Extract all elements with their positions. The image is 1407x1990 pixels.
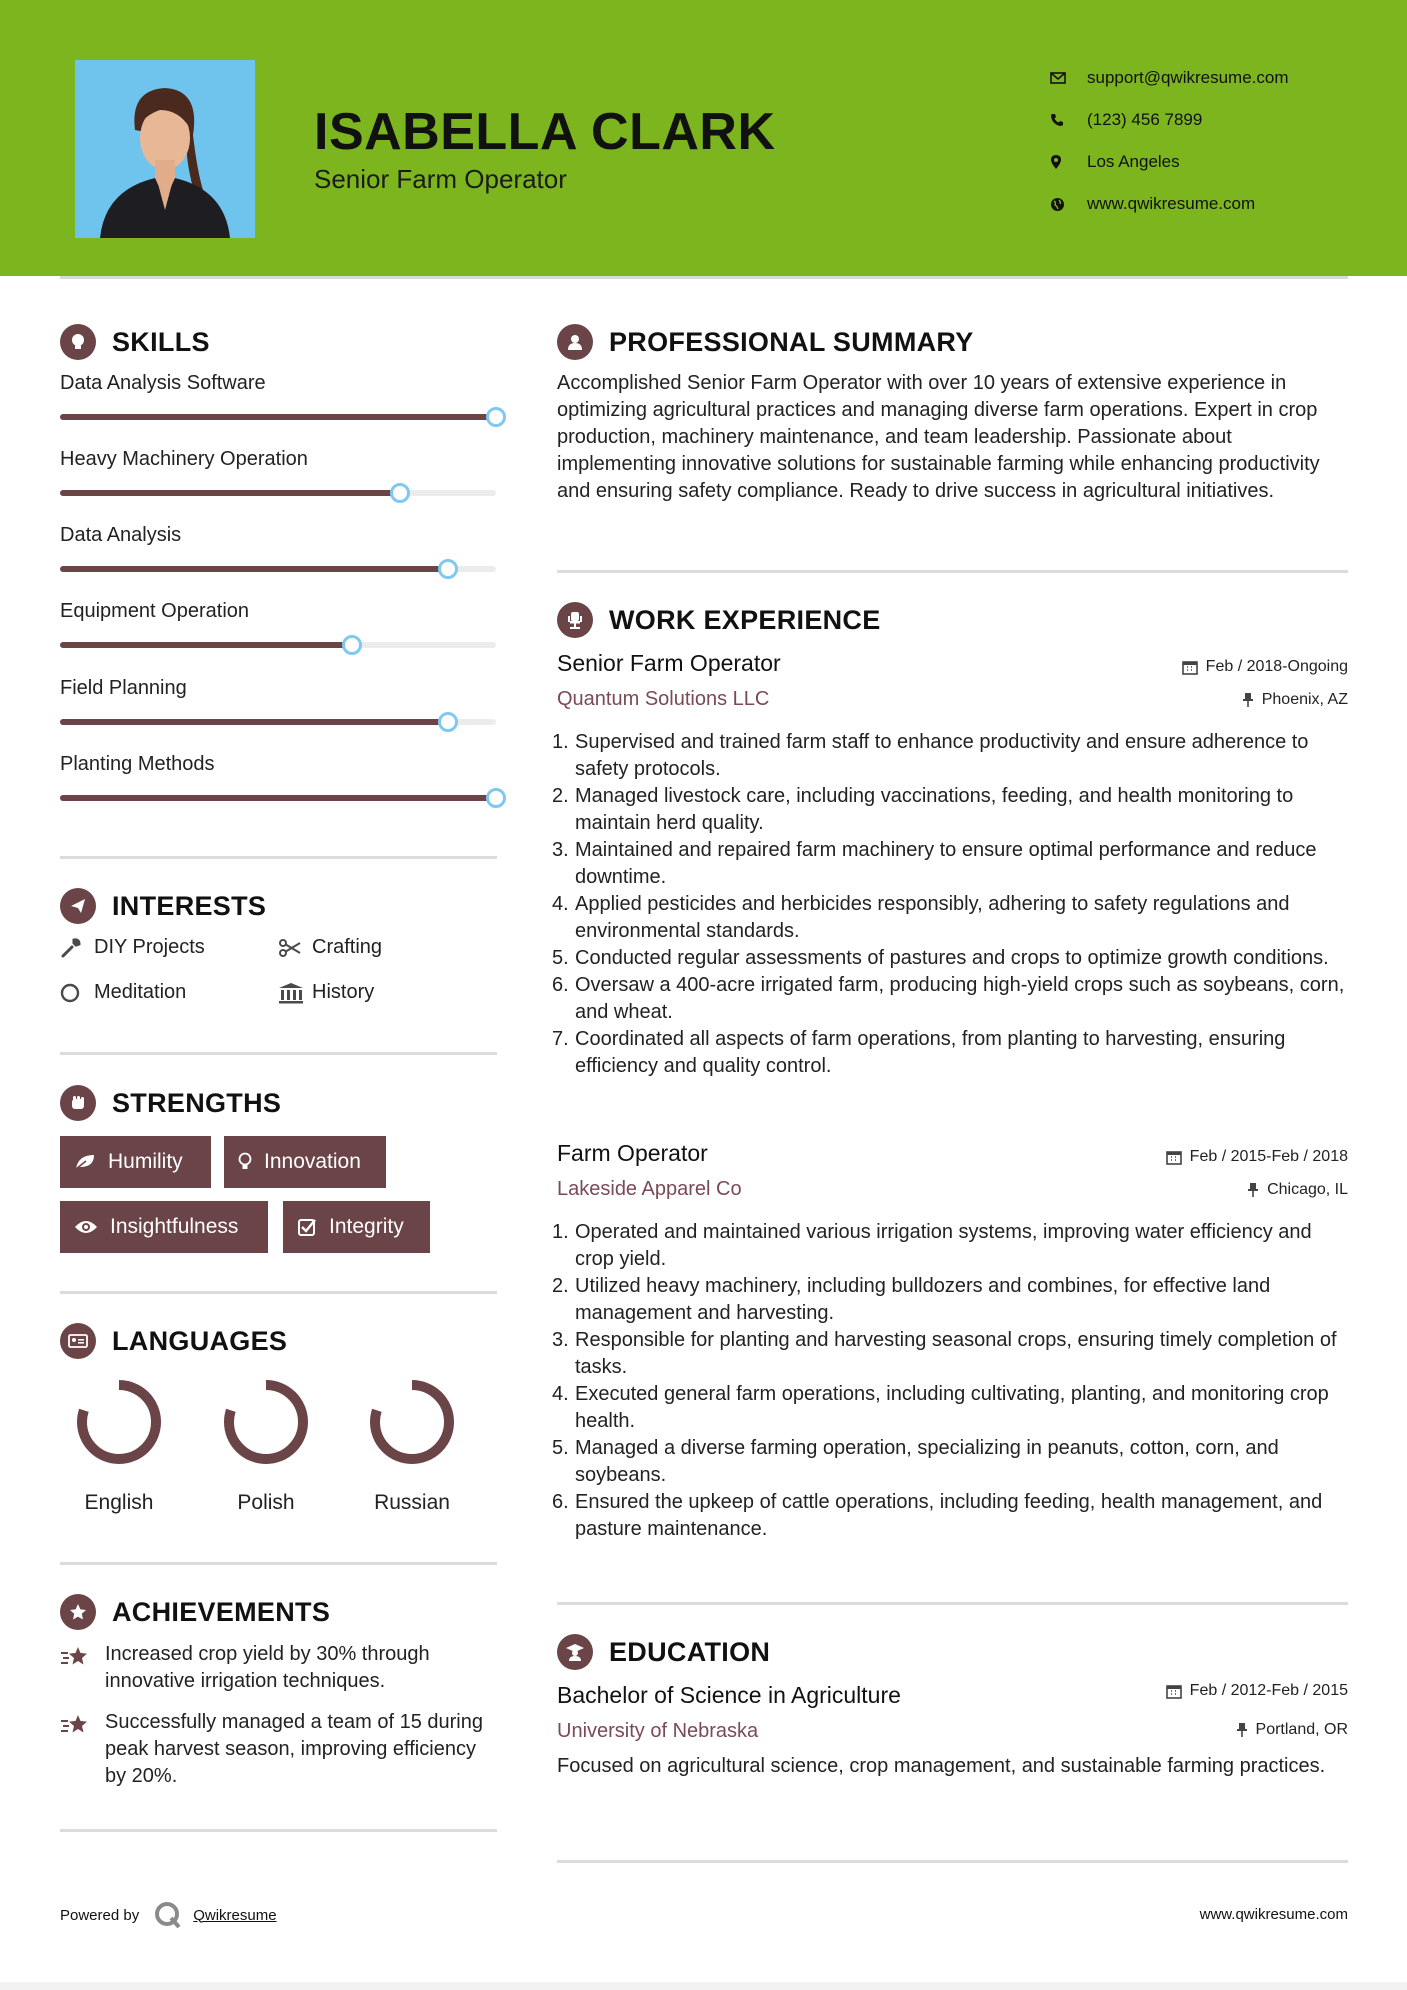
contact-website-text: www.qwikresume.com [1087,194,1256,213]
skill-bar [60,566,496,572]
skills-heading [60,324,210,360]
skill-item [60,524,496,554]
duty-item: 5. Conducted regular assessments of pastures and crops to optimize growth conditions. [552,947,1329,969]
achievements-heading [60,1594,330,1630]
language-ring [220,1376,312,1468]
duty-item: 1. Supervised and trained farm staff to enhance productivity and ensure adherence to safety protocols. [552,731,1309,780]
skill-bar-fill [60,566,448,572]
scissors-icon [278,939,312,957]
contact-phone-text: (123) 456 7899 [1087,110,1203,129]
section-divider [60,1052,497,1055]
qwikresume-link[interactable]: Qwikresume [193,1906,277,1924]
bank-icon [278,982,312,1004]
duty-text: Responsible for planting and harvesting seasonal crops, ensuring timely completion of tasks. [575,1329,1337,1378]
skill-item [60,753,496,783]
envelope-icon [1050,71,1087,85]
fist-icon [60,1085,96,1121]
education-location-text: Portland, OR [1255,1721,1348,1738]
skill-bar [60,642,496,648]
check-square-icon [297,1217,317,1237]
job-company: Quantum Solutions LLC [557,688,770,710]
job-dates-text: Feb / 2018-Ongoing [1205,658,1348,675]
duty-text: Managed a diverse farming operation, specializing in peanuts, cotton, corn, and soybeans. [575,1437,1279,1486]
duty-item: 1. Operated and maintained various irrigation systems, improving water efficiency and crop yield. [552,1221,1312,1270]
globe-icon [1050,197,1087,212]
skill-item [60,448,496,478]
strength-chip [224,1136,386,1188]
duty-text: Applied pesticides and herbicides responsibly, adhering to safety regulations and environmental standards. [575,893,1290,942]
interest-item [60,936,205,959]
skill-bar [60,795,496,801]
candidate-name: ISABELLA CLARK [314,103,776,161]
map-pin-icon [1050,154,1087,170]
lightbulb-icon [238,1152,252,1172]
candidate-title: Senior Farm Operator [314,164,567,194]
experience-title: WORK EXPERIENCE [609,604,881,635]
duty-item: 2. Utilized heavy machinery, including bulldozers and combines, for effective land management and harvesting. [552,1275,1271,1324]
skill-bar [60,414,496,420]
strength-label: Humility [108,1150,183,1173]
education-degree: Bachelor of Science in Agriculture [557,1682,901,1708]
job-location [1247,1181,1348,1199]
skill-bar-knob [342,635,362,655]
powered-by-label: Powered by [60,1906,140,1924]
language-item [211,1376,321,1515]
duty-text: Supervised and trained farm staff to enhance productivity and ensure adherence to safety protocols. [575,731,1309,780]
skills-title: SKILLS [112,326,210,357]
job-dates [1182,658,1348,676]
duty-item: 5. Managed a diverse farming operation, specializing in peanuts, cotton, corn, and soybeans. [552,1437,1279,1486]
paper-plane-icon [60,888,96,924]
contact-location [1050,141,1289,183]
job-dates [1166,1148,1348,1166]
duty-text: Oversaw a 400-acre irrigated farm, producing high-yield crops such as soybeans, corn, and wheat. [575,974,1345,1023]
profile-photo [75,60,255,238]
achievement-text: Increased crop yield by 30% through innovative irrigation techniques. [105,1643,430,1692]
pushpin-icon [1247,1182,1259,1198]
strengths-heading [60,1085,281,1121]
skill-bar-fill [60,414,496,420]
job-location-text: Phoenix, AZ [1261,691,1348,708]
experience-heading [557,602,881,638]
duty-text: Operated and maintained various irrigation systems, improving water efficiency and crop yield. [575,1221,1312,1270]
duty-text: Ensured the upkeep of cattle operations, including feeding, health management, and pasture maintenance. [575,1491,1323,1540]
interests-title: INTERESTS [112,890,267,921]
section-divider [557,570,1348,573]
education-school: University of Nebraska [557,1720,759,1742]
section-divider [60,1562,497,1565]
contact-website[interactable] [1050,183,1289,225]
skill-name: Planting Methods [60,753,215,775]
contact-phone[interactable] [1050,99,1289,141]
languages-title: LANGUAGES [112,1325,288,1356]
duty-item: 2. Managed livestock care, including vaccinations, feeding, and health monitoring to maintain herd quality. [552,785,1294,834]
skill-bar-knob [390,483,410,503]
language-ring [73,1376,165,1468]
graduate-icon [557,1634,593,1670]
summary-title: PROFESSIONAL SUMMARY [609,326,974,357]
duty-item: 4. Executed general farm operations, including cultivating, planting, and monitoring crop health. [552,1383,1329,1432]
duty-text: Utilized heavy machinery, including bulldozers and combines, for effective land management and harvesting. [575,1275,1271,1324]
duty-text: Conducted regular assessments of pastures and crops to optimize growth conditions. [575,947,1329,969]
job-title: Senior Farm Operator [557,650,781,676]
section-divider [60,1829,497,1832]
skill-name: Data Analysis [60,524,182,546]
job-company: Lakeside Apparel Co [557,1178,742,1200]
interest-label: DIY Projects [94,936,205,958]
interest-label: Meditation [94,981,187,1003]
star-icon [60,1641,105,1695]
interest-label: Crafting [312,936,383,958]
office-chair-icon [557,602,593,638]
calendar-icon [1182,659,1198,675]
achievement-item [60,1641,500,1695]
skill-item [60,600,496,630]
strength-chip [60,1201,268,1253]
skill-bar-fill [60,642,352,648]
skill-name: Field Planning [60,677,187,699]
achievements-title: ACHIEVEMENTS [112,1596,331,1627]
contact-email[interactable] [1050,57,1289,99]
strengths-title: STRENGTHS [112,1087,282,1118]
wrench-icon [60,937,94,959]
summary-heading [557,324,974,360]
pushpin-icon [1242,692,1254,708]
education-location [1236,1721,1348,1739]
phone-icon [1050,113,1087,127]
footer-powered-by [60,1900,277,1930]
contact-email-text: support@qwikresume.com [1087,68,1289,87]
skill-item [60,677,496,707]
duty-item: 6. Oversaw a 400-acre irrigated farm, producing high-yield crops such as soybeans, corn, and wheat. [552,974,1345,1023]
id-card-icon [60,1323,96,1359]
skill-name: Equipment Operation [60,600,250,622]
achievement-item [60,1709,500,1790]
language-name: Russian [374,1491,450,1514]
star-icon [60,1709,105,1790]
job-dates-text: Feb / 2015-Feb / 2018 [1189,1148,1348,1165]
job-title: Farm Operator [557,1140,708,1166]
section-divider [60,1291,497,1294]
duty-text: Coordinated all aspects of farm operations, from planting to harvesting, ensuring efficiency and quality control. [575,1028,1286,1077]
education-title: EDUCATION [609,1636,771,1667]
duty-item: 3. Responsible for planting and harvesting seasonal crops, ensuring timely completion of tasks. [552,1329,1337,1378]
section-divider [557,1860,1348,1863]
skill-bar [60,719,496,725]
page-bottom-edge [0,1982,1407,1990]
strength-label: Innovation [264,1150,361,1173]
language-name: English [84,1491,154,1514]
languages-heading [60,1323,287,1359]
skill-bar-knob [486,407,506,427]
circle-icon [60,983,94,1003]
language-name: Polish [237,1491,295,1514]
interest-item [60,981,186,1004]
education-description: Focused on agricultural science, crop management, and sustainable farming practices. [557,1755,1326,1777]
education-dates-text: Feb / 2012-Feb / 2015 [1189,1682,1348,1699]
interest-item [278,936,382,959]
calendar-icon [1166,1149,1182,1165]
duty-item: 7. Coordinated all aspects of farm operations, from planting to harvesting, ensuring efficiency and quality control. [552,1028,1286,1077]
interests-heading [60,888,266,924]
strength-chip [283,1201,430,1253]
education-heading [557,1634,770,1670]
lightbulb-icon [60,324,96,360]
duty-item: 4. Applied pesticides and herbicides responsibly, adhering to safety regulations and environmental standards. [552,893,1290,942]
duty-text: Maintained and repaired farm machinery to ensure optimal performance and reduce downtime. [575,839,1317,888]
skill-bar-knob [438,712,458,732]
user-icon [557,324,593,360]
contact-location-text: Los Angeles [1087,152,1180,171]
footer-website[interactable]: www.qwikresume.com [1199,1906,1348,1923]
interest-item [278,981,374,1004]
skill-bar-knob [486,788,506,808]
job-location-text: Chicago, IL [1267,1181,1348,1198]
summary-text: Accomplished Senior Farm Operator with over 10 years of extensive experience in optimizing agricultural practices and managing diverse farm operations. Expert in crop production, machinery maintenance, and team leadership. Passionate about implementing innovative solutions for sustainable farming while enhancing productivity and ensuring safety compliance. Ready to drive success in agricultural initiatives. [557,372,1320,502]
duty-text: Managed livestock care, including vaccinations, feeding, and health monitoring to maintain herd quality. [575,785,1294,834]
skill-name: Heavy Machinery Operation [60,448,308,470]
duty-item: 3. Maintained and repaired farm machinery to ensure optimal performance and reduce downtime. [552,839,1317,888]
skill-bar-fill [60,795,496,801]
language-item [357,1376,467,1515]
skill-bar-knob [438,559,458,579]
duty-text: Executed general farm operations, including cultivating, planting, and monitoring crop health. [575,1383,1329,1432]
interest-label: History [312,981,375,1003]
pushpin-icon [1236,1722,1248,1738]
skill-bar-fill [60,490,400,496]
language-item [64,1376,174,1515]
skill-bar [60,490,496,496]
calendar-icon [1166,1683,1182,1699]
job-duties-list [552,1219,1347,1543]
star-badge-icon [60,1594,96,1630]
section-divider [60,856,497,859]
strength-chip [60,1136,211,1188]
duty-item: 6. Ensured the upkeep of cattle operations, including feeding, health management, and pasture maintenance. [552,1491,1323,1540]
achievement-text: Successfully managed a team of 15 during peak harvest season, improving efficiency by 20%. [105,1711,483,1787]
skill-name: Data Analysis Software [60,372,266,394]
leaf-icon [74,1153,96,1171]
strength-label: Insightfulness [110,1215,239,1238]
skill-item [60,372,496,402]
strength-label: Integrity [329,1215,404,1238]
language-ring [366,1376,458,1468]
job-location [1242,691,1348,709]
eye-icon [74,1219,98,1235]
skill-bar-fill [60,719,448,725]
header-divider [60,276,1348,279]
education-dates [1166,1682,1348,1700]
section-divider [557,1602,1348,1605]
contact-list [1050,57,1289,225]
job-duties-list [552,729,1347,1080]
qwikresume-logo-icon [153,1900,183,1930]
